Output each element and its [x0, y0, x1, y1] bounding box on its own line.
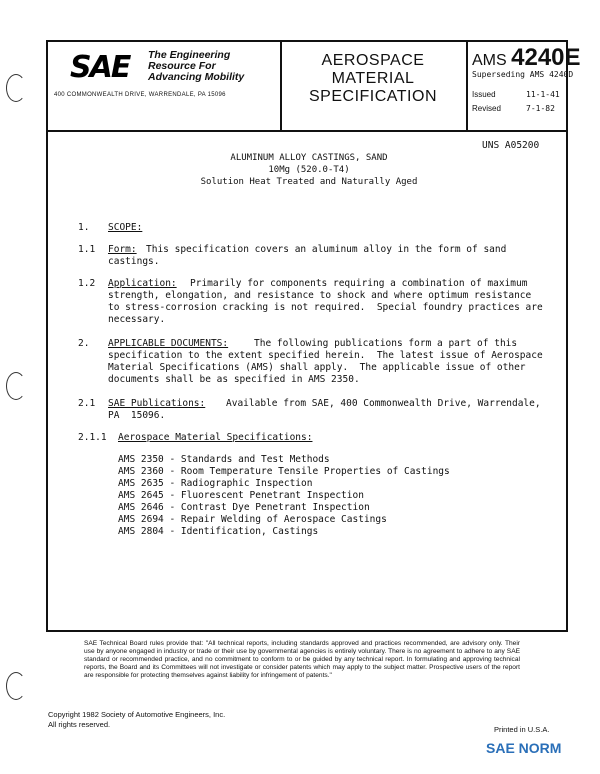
section-number: 1.: [78, 222, 90, 233]
treatment: Solution Heat Treated and Naturally Aged: [200, 177, 418, 187]
section-heading: Form:: [108, 244, 137, 255]
paragraph-line: strength, elongation, and resistance to shock and where optimum resistance: [108, 290, 532, 301]
spec-list-item: AMS 2635 - Radiographic Inspection: [118, 478, 313, 489]
sae-branding: [48, 42, 282, 130]
paragraph-line: necessary.: [108, 314, 166, 325]
section-number: 2.: [78, 338, 90, 349]
paragraph-line: Primarily for components requiring a combination of maximum: [190, 278, 528, 289]
paragraph-line: The following publications form a part of this: [254, 338, 518, 349]
section-number: 2.1.1: [78, 432, 107, 443]
superseding: Superseding AMS 4240D: [472, 70, 574, 79]
issued-date: Issued 11-1-41: [472, 90, 560, 99]
spec-list-item: AMS 2646 - Contrast Dye Penetrant Inspection: [118, 502, 370, 513]
revised-date: Revised 7-1-82: [472, 104, 555, 113]
section-number: 1.2: [78, 278, 96, 289]
paragraph-line: Available from SAE, 400 Commonwealth Drive, Warrendale,: [226, 398, 541, 409]
uns-number: UNS A05200: [482, 140, 540, 151]
section-heading: Application:: [108, 278, 177, 289]
sae-norm-watermark: SAE NORM: [486, 740, 562, 756]
hole-punch: [6, 672, 26, 700]
paragraph-line: castings.: [108, 256, 160, 267]
section-heading: SAE Publications:: [108, 398, 206, 409]
paragraph-line: specification to the extent specified herein. The latest issue of Aerospace: [108, 350, 543, 361]
ams-number: AMS 4240E: [472, 44, 581, 71]
document-body: [46, 132, 568, 632]
document-number-block: [466, 42, 581, 130]
technical-board-note: SAE Technical Board rules provide that: "All technical reports, including standards approved and practices recommended, are advisory only. Their use by anyone engaged in industry or trade or their use by governmental agencies is entirely voluntary. There is no agreement to adhere to any SAE standard or recommended practice, and no commitment to conform to or be guided by any technical report. In formulating and approving technical reports, the Board and its Committees will not investigate or consider patents which may apply to the subject matter. Prospective users of the report are responsible for protecting themselves against liability for infringement of patents.": [84, 640, 520, 679]
paragraph-line: to stress-corrosion cracking is not required. Special foundry practices are: [108, 302, 543, 313]
sae-logo: SAE: [70, 50, 130, 85]
document-header: [46, 40, 581, 132]
section-heading: Aerospace Material Specifications:: [118, 432, 313, 443]
hole-punch: [6, 74, 26, 102]
section-number: 2.1: [78, 398, 96, 409]
printed-in: Printed in U.S.A.: [494, 725, 550, 734]
subtitle: 10Mg (520.0-T4): [268, 165, 350, 175]
paragraph-line: documents shall be as specified in AMS 2350.: [108, 374, 360, 385]
spec-list-item: AMS 2360 - Room Temperature Tensile Properties of Castings: [118, 466, 450, 477]
document-type: AEROSPACE MATERIAL SPECIFICATION: [280, 42, 468, 130]
copyright: Copyright 1982 Society of Automotive Engineers, Inc. All rights reserved.: [48, 710, 226, 729]
spec-list-item: AMS 2645 - Fluorescent Penetrant Inspection: [118, 490, 364, 501]
sae-tagline: The Engineering Resource For Advancing Mobility: [148, 49, 245, 83]
paragraph-line: This specification covers an aluminum alloy in the form of sand: [146, 244, 507, 255]
spec-list-item: AMS 2350 - Standards and Test Methods: [118, 454, 330, 465]
hole-punch: [6, 372, 26, 400]
sae-address: 400 COMMONWEALTH DRIVE, WARRENDALE, PA 15096: [54, 92, 226, 98]
section-heading: SCOPE:: [108, 222, 143, 233]
paragraph-line: PA 15096.: [108, 410, 166, 421]
spec-list-item: AMS 2804 - Identification, Castings: [118, 526, 319, 537]
section-number: 1.1: [78, 244, 96, 255]
paragraph-line: Material Specifications (AMS) shall apply. The applicable issue of other: [108, 362, 526, 373]
section-heading: APPLICABLE DOCUMENTS:: [108, 338, 229, 349]
title: ALUMINUM ALLOY CASTINGS, SAND: [230, 153, 388, 163]
spec-list-item: AMS 2694 - Repair Welding of Aerospace Castings: [118, 514, 387, 525]
